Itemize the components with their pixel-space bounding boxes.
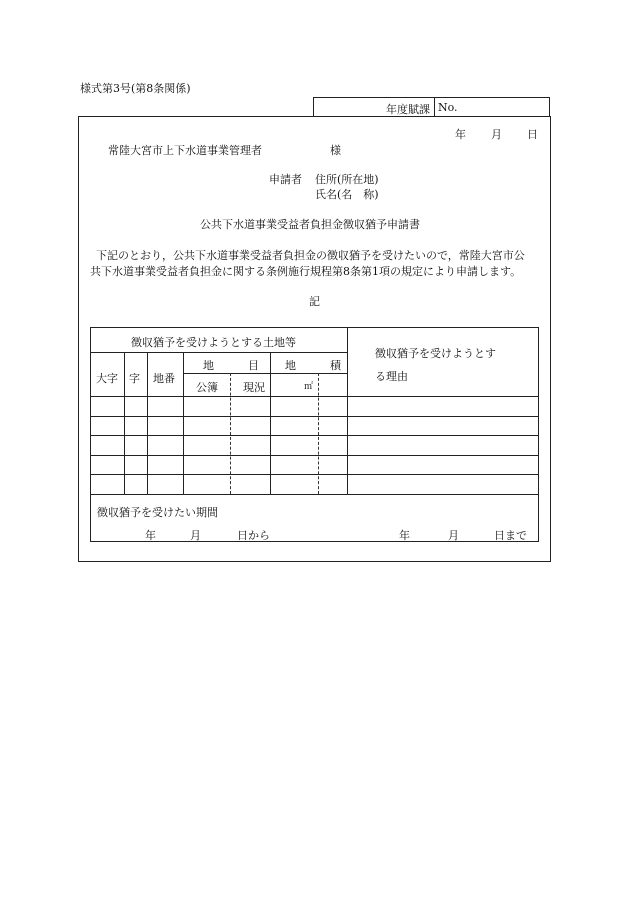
reason-line-1: 徴収猶予を受けようとす (375, 347, 496, 360)
col-chiseki-2: 積 (330, 359, 341, 372)
to-month: 月 (448, 529, 459, 542)
addressee-name: 常陸大宮市上下水道事業管理者 (108, 144, 262, 157)
applicant-address: 住所(所在地) (315, 173, 379, 186)
fiscal-year-label: 年度賦課 (386, 103, 430, 116)
applicant-name: 氏名(名 称) (315, 188, 379, 201)
document-title: 公共下水道事業受益者負担金徴収猶予申請書 (200, 218, 420, 231)
col-oaza: 大字 (96, 372, 118, 385)
date-year: 年 (455, 128, 466, 141)
body-line-2: 共下水道事業受益者負担金に関する条例施行規程第8条第1項の規定により申請します。 (90, 265, 522, 278)
addressee-honorific: 様 (330, 144, 341, 157)
form-number: 様式第3号(第8条関係) (80, 82, 191, 95)
applicant-label: 申請者 (269, 173, 302, 186)
fiscal-year-box (313, 97, 550, 117)
from-month: 月 (190, 529, 201, 542)
reason-line-2: る理由 (375, 370, 408, 383)
col-unit: ㎡ (304, 382, 314, 392)
ki-heading: 記 (309, 295, 320, 308)
col-aza: 字 (129, 372, 140, 385)
number-label: No. (438, 101, 458, 114)
from-year: 年 (145, 529, 156, 542)
date-month: 月 (491, 128, 502, 141)
col-chiban: 地番 (153, 372, 175, 385)
body-line-1: 下記のとおり，公共下水道事業受益者負担金の徴収猶予を受けたいので，常陸大宮市公 (96, 249, 525, 262)
col-chimoku-2: 目 (248, 359, 259, 372)
period-label: 徴収猶予を受けたい期間 (97, 506, 218, 519)
col-kobo: 公簿 (196, 381, 218, 394)
date-day: 日 (527, 128, 538, 141)
land-header: 徴収猶予を受けようとする土地等 (131, 336, 296, 349)
col-genkyo: 現況 (243, 381, 265, 394)
from-day: 日から (237, 529, 270, 542)
to-day: 日まで (494, 529, 527, 542)
to-year: 年 (399, 529, 410, 542)
col-chiseki-1: 地 (285, 359, 296, 372)
col-chimoku-1: 地 (203, 359, 214, 372)
